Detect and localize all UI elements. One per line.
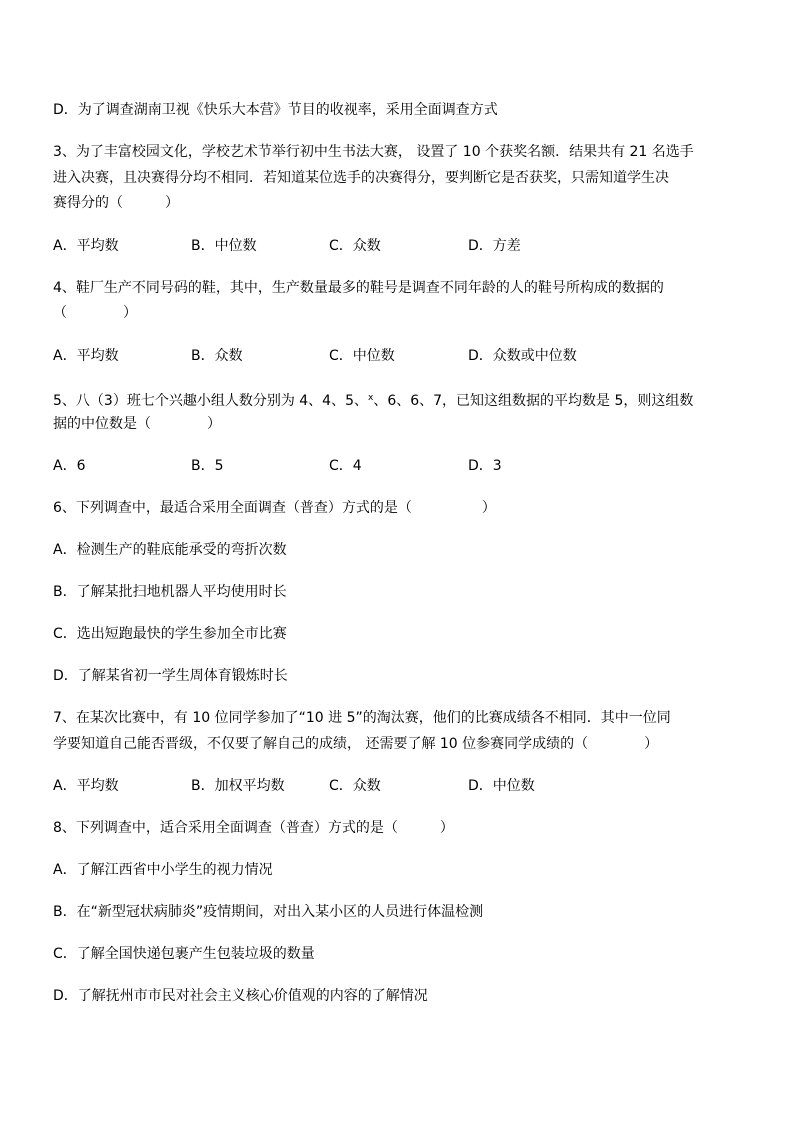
q3-option-c[interactable]: C．众数 <box>329 238 381 254</box>
q5-stem-line2: 据的中位数是（ ） <box>53 416 221 432</box>
q5-options <box>53 456 753 476</box>
q3-stem-line2: 进入决赛，且决赛得分均不相同．若知道某位选手的决赛得分，要判断它是否获奖，只需知道学生决 <box>53 170 669 186</box>
q3-options <box>53 236 753 256</box>
q4-stem-line1: 4、鞋厂生产不同号码的鞋，其中，生产数量最多的鞋号是调查不同年龄的人的鞋号所构成的数据的 <box>53 280 664 296</box>
q3-stem-line3: 赛得分的（ ） <box>53 195 179 211</box>
q8-option-d[interactable]: D．了解抚州市市民对社会主义核心价值观的内容的了解情况 <box>53 988 428 1004</box>
q4-option-c[interactable]: C．中位数 <box>329 348 395 364</box>
q6-option-b[interactable]: B．了解某批扫地机器人平均使用时长 <box>53 584 287 600</box>
q5-variable-x: x <box>368 393 374 403</box>
q8-option-a[interactable]: A．了解江西省中小学生的视力情况 <box>53 862 273 878</box>
q4-option-d[interactable]: D．众数或中位数 <box>468 348 577 364</box>
q7-option-c[interactable]: C．众数 <box>329 778 381 794</box>
q8-option-b[interactable]: B．在“新型冠状病肺炎”疫情期间，对出入某小区的人员进行体温检测 <box>53 904 484 920</box>
q7-option-d[interactable]: D．中位数 <box>468 778 535 794</box>
q4-option-a[interactable]: A．平均数 <box>53 348 119 364</box>
q4-stem-line2: （ ） <box>53 305 137 321</box>
q7-stem-line2: 学要知道自己能否晋级，不仅要了解自己的成绩， 还需要了解 10 位参赛同学成绩的（ ） <box>53 736 659 752</box>
q6-stem: 6、下列调查中，最适合采用全面调查（普查）方式的是（ ） <box>53 500 496 516</box>
q6-option-d[interactable]: D．了解某省初一学生周体育锻炼时长 <box>53 668 288 684</box>
q5-stem-part-a: 5、八（3）班七个兴趣小组人数分别为 4、4、5、 <box>53 393 368 409</box>
q7-option-b[interactable]: B．加权平均数 <box>191 778 285 794</box>
q5-stem-line1 <box>53 388 693 411</box>
q4-options <box>53 346 753 366</box>
q7-options <box>53 776 753 796</box>
q3-option-d[interactable]: D．方差 <box>468 238 521 254</box>
q5-option-a[interactable]: A．6 <box>53 458 86 474</box>
q8-option-c[interactable]: C．了解全国快递包裹产生包装垃圾的数量 <box>53 946 315 962</box>
q3-option-b[interactable]: B．中位数 <box>191 238 257 254</box>
q8-stem: 8、下列调查中，适合采用全面调查（普查）方式的是（ ） <box>53 820 454 836</box>
q2-option-d: D．为了调查湖南卫视《快乐大本营》节目的收视率，采用全面调查方式 <box>53 102 498 118</box>
q4-option-b[interactable]: B．众数 <box>191 348 243 364</box>
q6-option-a[interactable]: A．检测生产的鞋底能承受的弯折次数 <box>53 542 287 558</box>
q3-option-a[interactable]: A．平均数 <box>53 238 119 254</box>
q5-option-c[interactable]: C．4 <box>329 458 362 474</box>
q7-option-a[interactable]: A．平均数 <box>53 778 119 794</box>
q6-option-c[interactable]: C．选出短跑最快的学生参加全市比赛 <box>53 626 287 642</box>
q5-option-b[interactable]: B．5 <box>191 458 224 474</box>
q3-stem-line1: 3、为了丰富校园文化，学校艺术节举行初中生书法大赛， 设置了 10 个获奖名额．结果共有 21 名选手 <box>53 144 694 160</box>
q5-option-d[interactable]: D．3 <box>468 458 502 474</box>
q5-stem-part-b: 、6、6、7，已知这组数据的平均数是 5，则这组数 <box>373 393 694 409</box>
q7-stem-line1: 7、在某次比赛中，有 10 位同学参加了“10 进 5”的淘汰赛，他们的比赛成绩各不相同．其中一位同 <box>53 710 671 726</box>
